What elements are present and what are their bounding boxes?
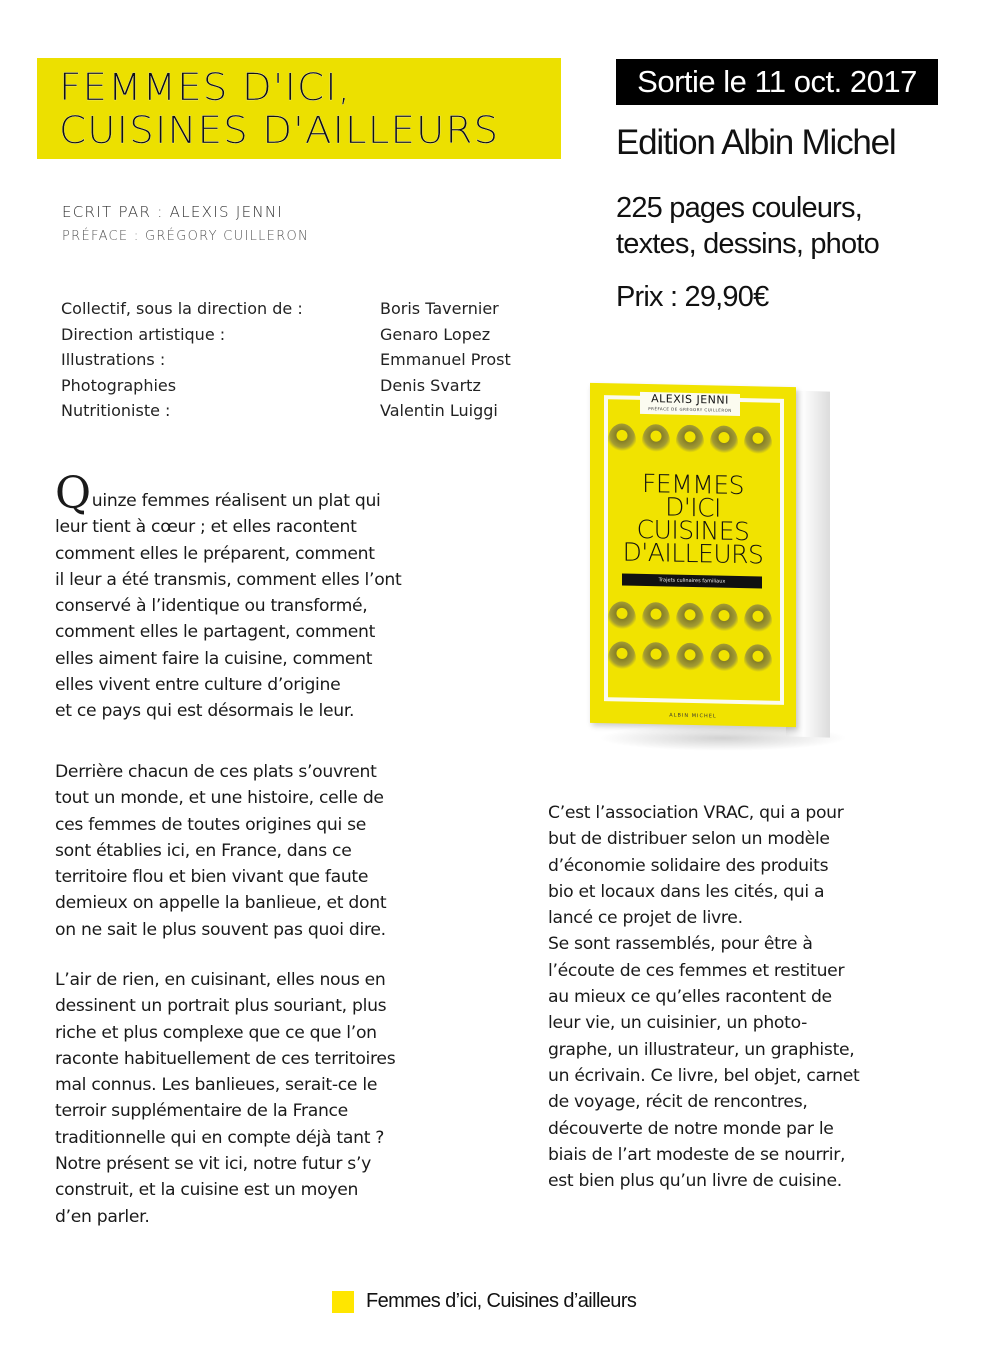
portrait-illustration <box>676 643 704 678</box>
yellow-square-icon <box>332 1291 354 1313</box>
portrait-illustration <box>676 603 704 638</box>
contributor-row <box>61 373 541 399</box>
paragraph-line: un écrivain. Ce livre, bel objet, carnet <box>548 1065 860 1086</box>
paragraph-line: territoire flou et bien vivant que faute <box>55 867 369 888</box>
paragraph-line: construit, et la cuisine est un moyen <box>55 1180 359 1201</box>
paragraph-line: sont établies ici, en France, dans ce <box>55 840 352 861</box>
paragraph-line: leur tient à cœur ; et elles racontent <box>55 517 357 538</box>
cover-author-name: ALEXIS JENNI <box>651 392 729 407</box>
paragraph-line: terroir supplémentaire de la France <box>55 1101 348 1122</box>
contributor-name: Denis Svartz <box>380 375 481 395</box>
portrait-illustration <box>744 426 772 461</box>
contributor-role: Direction artistique : <box>61 324 226 344</box>
contributor-name: Boris Tavernier <box>380 299 499 318</box>
portrait-illustration <box>642 602 670 637</box>
portrait-illustration <box>642 642 670 677</box>
portrait-row <box>608 641 772 678</box>
page-info-line-1: 225 pages couleurs, <box>616 192 862 224</box>
paragraph-line: raconte habituellement de ces territoires <box>55 1048 396 1069</box>
portrait-row <box>608 423 772 460</box>
paragraph-line: traditionnelle qui en compte déjà tant ? <box>55 1127 385 1148</box>
cover-tagline: Trajets culinaires familiaux <box>622 574 762 589</box>
paragraph-line: but de distribuer selon un modèle <box>548 829 830 850</box>
release-date-badge: Sortie le 11 oct. 2017 <box>616 59 938 105</box>
paragraph-line: on ne sait le plus souvent pas quoi dire. <box>55 919 386 940</box>
paragraph-line: d’économie solidaire des produits <box>548 855 829 876</box>
paragraph-line: comment elles le préparent, comment <box>55 543 375 564</box>
cover-title-line: D'AILLEURS <box>622 537 764 570</box>
paragraph-line: demieux on appelle la banlieue, et dont <box>55 893 387 914</box>
paragraph-line: bio et locaux dans les cités, qui a <box>548 881 825 902</box>
paragraph-line: L’air de rien, en cuisinant, elles nous en <box>55 970 386 990</box>
title-line-2: CUISINES D'AILLEURS <box>59 109 500 152</box>
paragraph-line: leur vie, un cuisinier, un photo- <box>548 1013 807 1034</box>
publisher: Edition Albin Michel <box>616 123 896 162</box>
contributor-name: Emmanuel Prost <box>380 350 511 369</box>
cover-title <box>590 468 796 570</box>
cover-publisher: ALBIN MICHEL <box>669 712 717 720</box>
portrait-illustration <box>608 423 636 458</box>
cover-preface: PRÉFACE DE GRÉGORY CUILLERON <box>648 406 732 413</box>
drop-cap: Q <box>55 468 91 519</box>
cover-title-line: D'ICI <box>665 492 721 523</box>
paragraph-line: ces femmes de toutes origines qui se <box>55 814 367 835</box>
portrait-illustration <box>676 425 704 460</box>
contributor-row <box>61 398 541 424</box>
paragraph-line: conservé à l’identique ou transformé, <box>55 596 368 617</box>
paragraph-line: comment elles le partagent, comment <box>55 622 376 643</box>
portrait-illustration <box>642 424 670 459</box>
title-line-1: FEMMES D'ICI, <box>59 66 352 109</box>
paragraph-line: biais de l’art modeste de se nourrir, <box>548 1144 846 1165</box>
paragraph-line: Se sont rassemblés, pour être à <box>548 934 813 955</box>
contributor-role: Photographies <box>61 375 177 395</box>
contributor-row <box>61 322 541 348</box>
page-info <box>616 190 879 262</box>
portrait-row <box>608 601 772 638</box>
paragraph-line: est bien plus qu’un livre de cuisine. <box>548 1171 842 1192</box>
contributor-name: Valentin Luiggi <box>380 401 498 420</box>
paragraph-line: dessinent un portrait plus souriant, plus <box>55 996 387 1017</box>
paragraph-line: découverte de notre monde par le <box>548 1118 834 1139</box>
portrait-illustration <box>710 603 738 638</box>
contributor-row <box>61 347 541 373</box>
title-banner <box>37 58 561 159</box>
footer <box>332 1290 636 1313</box>
portrait-illustration <box>744 644 772 679</box>
contributor-row <box>61 296 541 322</box>
portrait-illustration <box>608 641 636 676</box>
paragraph-line: graphe, un illustrateur, un graphiste, <box>548 1039 855 1060</box>
page-info-line-2: textes, dessins, photo <box>616 228 879 260</box>
paragraph-line: et ce pays qui est désormais le leur. <box>55 701 355 722</box>
paragraph-line: de voyage, récit de rencontres, <box>548 1092 808 1113</box>
paragraph-line: d’en parler. <box>55 1206 150 1227</box>
paragraph-line: l’écoute de ces femmes et restituer <box>548 960 845 981</box>
contributor-role: Collectif, sous la direction de : <box>61 299 303 318</box>
paragraph-line: au mieux ce qu’elles racontent de <box>548 987 832 1008</box>
book-cover-image <box>590 385 840 755</box>
paragraph-line: elles vivent entre culture d’origine <box>55 675 341 696</box>
paragraph-line: Derrière chacun de ces plats s’ouvrent <box>55 762 377 782</box>
contributor-role: Illustrations : <box>61 350 166 369</box>
paragraph-intro <box>55 468 402 725</box>
portrait-illustration <box>710 425 738 460</box>
paragraph-association <box>548 800 859 1194</box>
paragraph-line: Notre présent se vit ici, notre futur s’y <box>55 1154 371 1175</box>
paragraph-third <box>55 967 395 1230</box>
price: Prix : 29,90€ <box>616 281 769 313</box>
portrait-illustration <box>744 604 772 639</box>
contributor-name: Genaro Lopez <box>380 324 491 344</box>
paragraph-line: tout un monde, et une histoire, celle de <box>55 788 384 809</box>
portrait-illustration <box>608 601 636 636</box>
contributors-list <box>61 296 541 424</box>
paragraph-line: elles aiment faire la cuisine, comment <box>55 648 373 669</box>
paragraph-line: mal connus. Les banlieues, serait-ce le <box>55 1075 378 1096</box>
portrait-illustration <box>710 643 738 678</box>
author-credit: ECRIT PAR : ALEXIS JENNI <box>62 203 284 221</box>
paragraph-second <box>55 759 386 943</box>
paragraph-line: Quinze femmes réalisent un plat qui <box>55 468 381 519</box>
contributor-role: Nutritioniste : <box>61 401 171 420</box>
paragraph-line: riche et plus complexe que ce que l’on <box>55 1022 377 1043</box>
paragraph-line: il leur a été transmis, comment elles l’ont <box>55 569 402 590</box>
cover-title-line: FEMMES <box>642 468 744 501</box>
footer-label: Femmes d’ici, Cuisines d’ailleurs <box>366 1290 637 1312</box>
paragraph-line: lancé ce projet de livre. <box>548 908 743 929</box>
book-cover <box>590 383 796 727</box>
paragraph-line: C’est l’association VRAC, qui a pour <box>548 803 844 823</box>
preface-credit: PRÉFACE : GRÉGORY CUILLERON <box>62 229 310 244</box>
cover-title-line: CUISINES <box>636 514 750 547</box>
cover-author <box>640 392 740 416</box>
